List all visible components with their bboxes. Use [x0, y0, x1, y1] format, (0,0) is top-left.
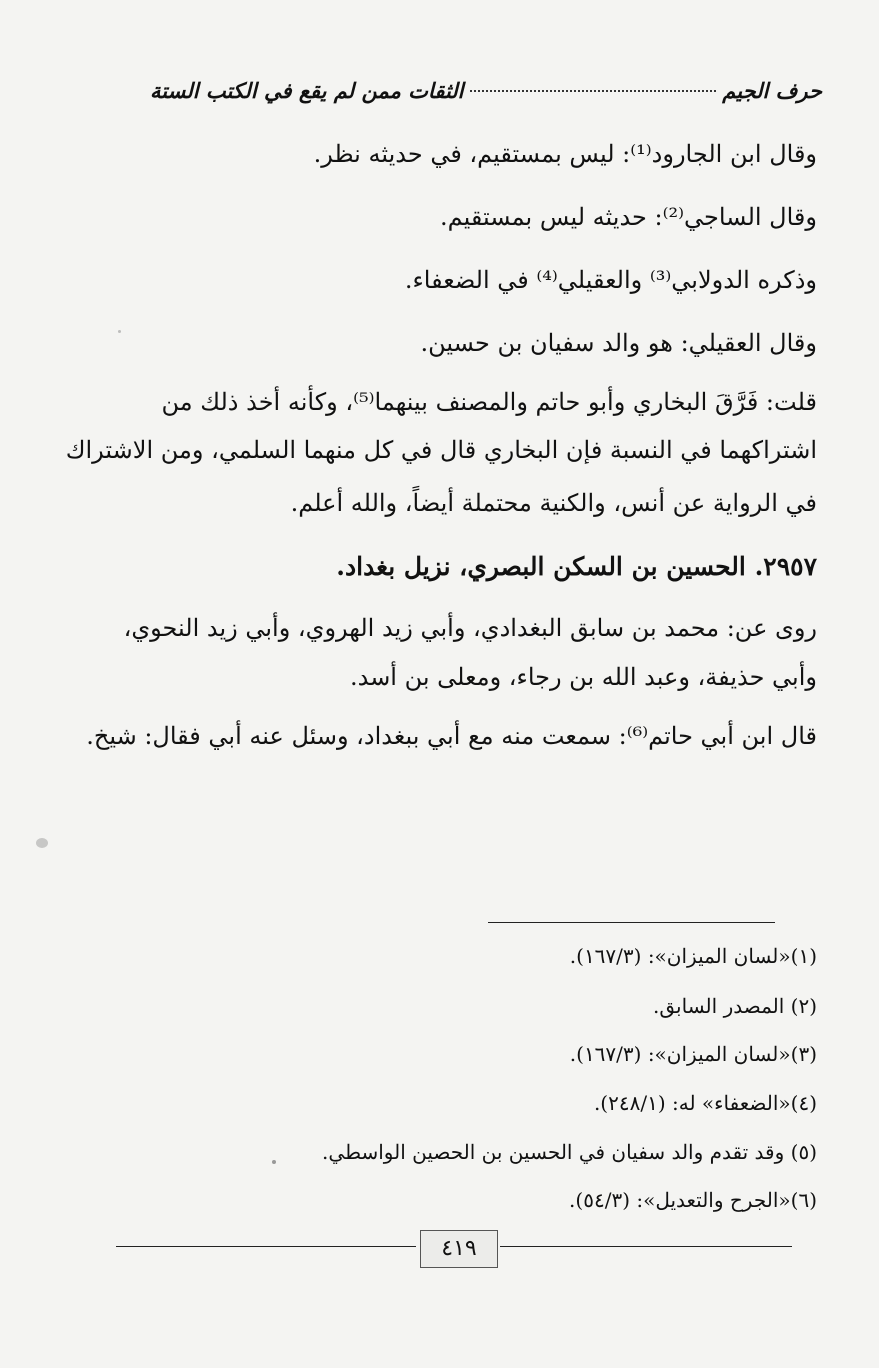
entry-line-2: وأبي حذيفة، وعبد الله بن رجاء، ومعلى بن أسد.: [349, 663, 817, 691]
entry-title: الحسين بن السكن البصري، نزيل بغداد.: [336, 552, 746, 581]
body-line-2: وقال الساجي⁽²⁾: حديثه ليس بمستقيم.: [440, 203, 817, 231]
scan-speck: [36, 838, 48, 848]
footnote-4: (٤)«الضعفاء» له: (٢٤٨/١).: [593, 1091, 817, 1115]
entry-heading: ٢٩٥٧. الحسين بن السكن البصري، نزيل بغداد.: [336, 552, 817, 581]
body-line-4: وقال العقيلي: هو والد سفيان بن حسين.: [420, 329, 817, 357]
entry-line-3: قال ابن أبي حاتم⁽⁶⁾: سمعت منه مع أبي ببغداد، وسئل عنه أبي فقال: شيخ.: [86, 722, 817, 750]
body-line-5: قلت: فَرَّقَ البخاري وأبو حاتم والمصنف بينهما⁽⁵⁾، وكأنه أخذ ذلك من: [161, 388, 817, 416]
header-chapter: حرف الجيم: [722, 78, 822, 103]
running-header: [150, 78, 822, 103]
footnote-separator: [488, 922, 775, 923]
footnote-5: (٥) وقد تقدم والد سفيان في الحسين بن الحصين الواسطي.: [322, 1140, 817, 1164]
page-number: ٤١٩: [420, 1230, 498, 1268]
footnote-3: (٣)«لسان الميزان»: (١٦٧/٣).: [569, 1042, 817, 1066]
body-line-3: وذكره الدولابي⁽³⁾ والعقيلي⁽⁴⁾ في الضعفاء.: [404, 266, 817, 294]
page-rule-left: [116, 1246, 416, 1247]
entry-line-1: روى عن: محمد بن سابق البغدادي، وأبي زيد الهروي، وأبي زيد النحوي،: [123, 614, 817, 642]
scan-speck: [118, 330, 121, 333]
footnote-6: (٦)«الجرح والتعديل»: (٥٤/٣).: [569, 1188, 817, 1212]
header-dot-leader: [470, 90, 717, 92]
footnote-1: (١)«لسان الميزان»: (١٦٧/٣).: [569, 944, 817, 968]
body-line-6: اشتراكهما في النسبة فإن البخاري قال في كل منهما السلمي، ومن الاشتراك: [65, 436, 817, 464]
entry-number: ٢٩٥٧: [763, 552, 817, 581]
body-line-1: وقال ابن الجارود⁽¹⁾: ليس بمستقيم، في حديثه نظر.: [313, 140, 817, 168]
body-line-7: في الرواية عن أنس، والكنية محتملة أيضاً، والله أعلم.: [290, 489, 817, 517]
page-rule-right: [500, 1246, 792, 1247]
scan-speck: [272, 1160, 276, 1164]
header-book-title: الثقات ممن لم يقع في الكتب الستة: [150, 78, 464, 103]
footnote-2: (٢) المصدر السابق.: [653, 994, 817, 1018]
